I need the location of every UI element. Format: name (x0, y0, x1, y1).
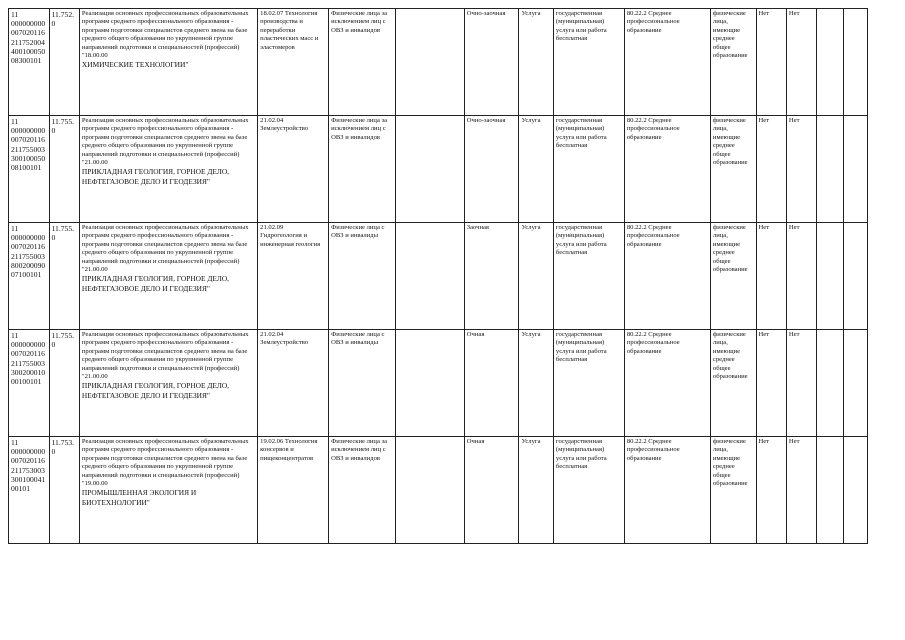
flag-two: Нет (786, 330, 816, 437)
consumer-category: Физические лица с ОВЗ и инвалиды (329, 330, 396, 437)
education-base: физические лица, имеющие среднее общее образование (710, 9, 756, 116)
okved-code: 80.22.2 Среднее профессиональное образование (624, 330, 710, 437)
flag-two: Нет (786, 9, 816, 116)
registry-code: 00000000000702011621175200440010005008300101 (11, 19, 46, 66)
item-type: Услуга (519, 223, 553, 330)
flag-one: Нет (756, 9, 786, 116)
flag-one: Нет (756, 437, 786, 544)
registry-code: 00000000000702011621175300330010004100101 (11, 447, 46, 494)
okved-code: 80.22.2 Среднее профессиональное образование (624, 9, 710, 116)
empty-cell (843, 437, 867, 544)
empty-cell (843, 330, 867, 437)
education-base: физические лица, имеющие среднее общее образование (710, 437, 756, 544)
row-code-cell (9, 330, 50, 437)
okpd-code: 11.755.0 (49, 330, 79, 437)
table-row (9, 223, 868, 330)
flag-one: Нет (756, 223, 786, 330)
specialty: 18.02.07 Технология производства и переработки пластических масс и эластомеров (258, 9, 329, 116)
row-code-cell (9, 223, 50, 330)
empty-cell (817, 9, 843, 116)
service-name: Реализация основных профессиональных образовательных программ среднего профессионального образования - программ подготовки специалистов среднего звена на базе среднего общего образования по укрупненной группе направлений подготовки и специальностей (профессий) "21.00.00 (81, 331, 249, 381)
empty-cell (843, 9, 867, 116)
education-base: физические лица, имеющие среднее общее образование (710, 330, 756, 437)
row-code-cell (9, 437, 50, 544)
service-name: Реализация основных профессиональных образовательных программ среднего профессионального образования - программ подготовки специалистов среднего звена на базе среднего общего образования по укрупненной группе направлений подготовки и специальностей (профессий) "19.00.00 (81, 438, 249, 488)
okved-code: 80.22.2 Среднее профессиональное образование (624, 116, 710, 223)
service-group-name: ПРИКЛАДНАЯ ГЕОЛОГИЯ, ГОРНОЕ ДЕЛО, НЕФТЕГАЗОВОЕ ДЕЛО И ГЕОДЕЗИЯ" (81, 381, 230, 400)
specialty: 21.02.04 Землеустройство (258, 116, 329, 223)
service-description (79, 9, 257, 116)
row-code-cell (9, 9, 50, 116)
registry-code: 00000000000702011621175500380020009007100101 (11, 233, 46, 280)
row-number: 11 (11, 438, 19, 447)
item-type: Услуга (519, 9, 553, 116)
service-status: государственная (муниципальная) услуга или работа бесплатная (553, 9, 624, 116)
consumer-category: Физические лица за исключением лиц с ОВЗ и инвалидов (329, 437, 396, 544)
service-description (79, 330, 257, 437)
specialty: 21.02.09 Гидрогеология и инженерная геология (258, 223, 329, 330)
study-form: Заочная (464, 223, 519, 330)
consumer-category: Физические лица с ОВЗ и инвалиды (329, 223, 396, 330)
registry-code: 00000000000702011621175500330010005008100101 (11, 126, 46, 173)
row-number: 11 (11, 331, 19, 340)
service-name: Реализация основных профессиональных образовательных программ среднего профессионального образования - программ подготовки специалистов среднего звена на базе среднего общего образования по укрупненной группе направлений подготовки и специальностей (профессий) "21.00.00 (81, 117, 249, 167)
service-name: Реализация основных профессиональных образовательных программ среднего профессионального образования - программ подготовки специалистов среднего звена на базе среднего общего образования по укрупненной группе направлений подготовки и специальностей (профессий) "18.00.00 (81, 10, 249, 60)
table-row (9, 9, 868, 116)
table-row (9, 330, 868, 437)
empty-cell (395, 223, 464, 330)
flag-two: Нет (786, 116, 816, 223)
row-number: 11 (11, 10, 19, 19)
okved-code: 80.22.2 Среднее профессиональное образование (624, 223, 710, 330)
service-status: государственная (муниципальная) услуга или работа бесплатная (553, 116, 624, 223)
service-description (79, 223, 257, 330)
empty-cell (395, 116, 464, 223)
service-group-name: ПРОМЫШЛЕННАЯ ЭКОЛОГИЯ И БИОТЕХНОЛОГИИ" (81, 488, 197, 507)
empty-cell (817, 437, 843, 544)
empty-cell (817, 330, 843, 437)
service-description (79, 437, 257, 544)
specialty: 21.02.04 Землеустройство (258, 330, 329, 437)
empty-cell (395, 330, 464, 437)
okpd-code: 11.755.0 (49, 223, 79, 330)
services-table (8, 8, 868, 544)
table-body (9, 9, 868, 544)
empty-cell (843, 223, 867, 330)
study-form: Очная (464, 330, 519, 437)
empty-cell (843, 116, 867, 223)
study-form: Очно-заочная (464, 116, 519, 223)
study-form: Очно-заочная (464, 9, 519, 116)
specialty: 19.02.06 Технология консервов и пищеконцентратов (258, 437, 329, 544)
service-status: государственная (муниципальная) услуга или работа бесплатная (553, 330, 624, 437)
okpd-code: 11.752.0 (49, 9, 79, 116)
row-number: 11 (11, 117, 19, 126)
empty-cell (395, 9, 464, 116)
registry-code: 00000000000702011621175500330020001000100101 (11, 340, 46, 387)
item-type: Услуга (519, 330, 553, 437)
service-description (79, 116, 257, 223)
item-type: Услуга (519, 437, 553, 544)
consumer-category: Физические лица за исключением лиц с ОВЗ и инвалидов (329, 9, 396, 116)
service-group-name: ПРИКЛАДНАЯ ГЕОЛОГИЯ, ГОРНОЕ ДЕЛО, НЕФТЕГАЗОВОЕ ДЕЛО И ГЕОДЕЗИЯ" (81, 167, 230, 186)
service-group-name: ПРИКЛАДНАЯ ГЕОЛОГИЯ, ГОРНОЕ ДЕЛО, НЕФТЕГАЗОВОЕ ДЕЛО И ГЕОДЕЗИЯ" (81, 274, 230, 293)
flag-two: Нет (786, 437, 816, 544)
service-status: государственная (муниципальная) услуга или работа бесплатная (553, 437, 624, 544)
flag-two: Нет (786, 223, 816, 330)
table-row (9, 116, 868, 223)
okpd-code: 11.755.0 (49, 116, 79, 223)
study-form: Очная (464, 437, 519, 544)
table-row (9, 437, 868, 544)
okpd-code: 11.753.0 (49, 437, 79, 544)
empty-cell (395, 437, 464, 544)
okved-code: 80.22.2 Среднее профессиональное образование (624, 437, 710, 544)
service-name: Реализация основных профессиональных образовательных программ среднего профессионального образования - программ подготовки специалистов среднего звена на базе среднего общего образования по укрупненной группе направлений подготовки и специальностей (профессий) "21.00.00 (81, 224, 249, 274)
service-status: государственная (муниципальная) услуга или работа бесплатная (553, 223, 624, 330)
education-base: физические лица, имеющие среднее общее образование (710, 223, 756, 330)
empty-cell (817, 116, 843, 223)
item-type: Услуга (519, 116, 553, 223)
row-code-cell (9, 116, 50, 223)
row-number: 11 (11, 224, 19, 233)
flag-one: Нет (756, 330, 786, 437)
service-group-name: ХИМИЧЕСКИЕ ТЕХНОЛОГИИ" (81, 60, 189, 70)
consumer-category: Физические лица за исключением лиц с ОВЗ и инвалидов (329, 116, 396, 223)
flag-one: Нет (756, 116, 786, 223)
education-base: физические лица, имеющие среднее общее образование (710, 116, 756, 223)
empty-cell (817, 223, 843, 330)
